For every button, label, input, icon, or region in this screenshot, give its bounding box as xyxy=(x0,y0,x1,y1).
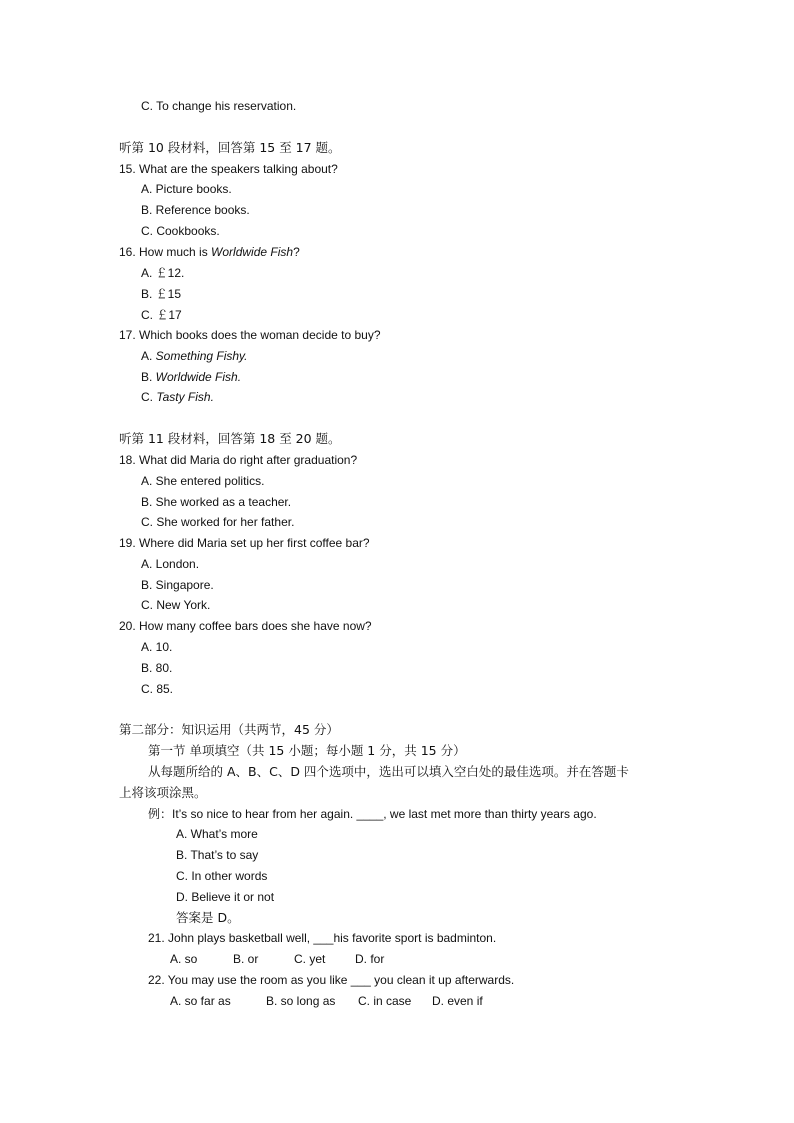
question-15-stem: 15. What are the speakers talking about? xyxy=(119,162,338,176)
question-18-option-b: B. She worked as a teacher. xyxy=(141,495,292,509)
example-stem: 例：It’s so nice to hear from her again. ____, we last met more than thirty years ago. xyxy=(148,807,597,821)
option-letter: B. xyxy=(141,370,156,384)
example-answer: 答案是 D。 xyxy=(176,910,240,925)
question-20-option-b: B. 80. xyxy=(141,661,173,675)
option-c-reservation: C. To change his reservation. xyxy=(141,99,297,113)
question-20-stem: 20. How many coffee bars does she have now? xyxy=(119,619,372,633)
question-22-option-a: A. so far as xyxy=(170,994,231,1008)
question-18-option-c: C. She worked for her father. xyxy=(141,515,295,529)
part-2-title: 第二部分：知识运用（共两节，45 分） xyxy=(119,722,339,737)
option-letter: A. xyxy=(141,349,156,363)
section-1-title: 第一节 单项填空（共 15 小题；每小题 1 分，共 15 分） xyxy=(148,743,466,758)
question-16-stem-suffix: ? xyxy=(293,245,300,259)
question-15-option-a: A. Picture books. xyxy=(141,182,232,196)
question-18-option-a: A. She entered politics. xyxy=(141,474,265,488)
section-11-header: 听第 11 段材料，回答第 18 至 20 题。 xyxy=(119,431,341,446)
question-21-option-a: A. so xyxy=(170,952,198,966)
question-19-option-c: C. New York. xyxy=(141,598,211,612)
section-10-header: 听第 10 段材料，回答第 15 至 17 题。 xyxy=(119,140,341,155)
question-19-stem: 19. Where did Maria set up her first coffee bar? xyxy=(119,536,370,550)
question-20-option-c: C. 85. xyxy=(141,682,174,696)
question-16-book-title: Worldwide Fish xyxy=(211,245,294,259)
question-16-option-b: B. ￡15 xyxy=(141,287,182,301)
example-option-d: D. Believe it or not xyxy=(176,890,275,904)
question-17-option-a xyxy=(141,348,248,364)
question-22-option-c: C. in case xyxy=(358,994,412,1008)
question-21-stem: 21. John plays basketball well, ___his favorite sport is badminton. xyxy=(148,931,497,945)
question-21-option-d: D. for xyxy=(355,952,385,966)
question-17-stem: 17. Which books does the woman decide to buy? xyxy=(119,328,381,342)
question-22-option-d: D. even if xyxy=(432,994,483,1008)
example-option-a: A. What’s more xyxy=(176,827,258,841)
question-19-option-a: A. London. xyxy=(141,557,200,571)
question-15-option-b: B. Reference books. xyxy=(141,203,250,217)
question-16-stem-prefix: 16. How much is xyxy=(119,245,212,259)
question-19-option-b: B. Singapore. xyxy=(141,578,214,592)
example-option-b: B. That’s to say xyxy=(176,848,259,862)
question-16-stem xyxy=(119,244,300,260)
book-title: Something Fishy. xyxy=(155,349,248,363)
instructions-line-1: 从每题所给的 A、B、C、D 四个选项中，选出可以填入空白处的最佳选项。并在答题卡 xyxy=(148,764,629,779)
question-16-option-c: C. ￡17 xyxy=(141,308,182,322)
option-letter: C. xyxy=(141,390,157,404)
question-21-option-b: B. or xyxy=(233,952,259,966)
question-18-stem: 18. What did Maria do right after graduation? xyxy=(119,453,358,467)
question-15-option-c: C. Cookbooks. xyxy=(141,224,220,238)
question-21-option-c: C. yet xyxy=(294,952,326,966)
question-17-option-c xyxy=(141,389,214,405)
question-22-option-b: B. so long as xyxy=(266,994,336,1008)
example-option-c: C. In other words xyxy=(176,869,268,883)
question-20-option-a: A. 10. xyxy=(141,640,173,654)
question-16-option-a: A. ￡12. xyxy=(141,266,185,280)
instructions-line-2: 上将该项涂黑。 xyxy=(119,785,207,800)
question-17-option-b xyxy=(141,369,241,385)
book-title: Tasty Fish. xyxy=(156,390,214,404)
question-22-stem: 22. You may use the room as you like ___ you clean it up afterwards. xyxy=(148,973,515,987)
book-title: Worldwide Fish. xyxy=(155,370,242,384)
